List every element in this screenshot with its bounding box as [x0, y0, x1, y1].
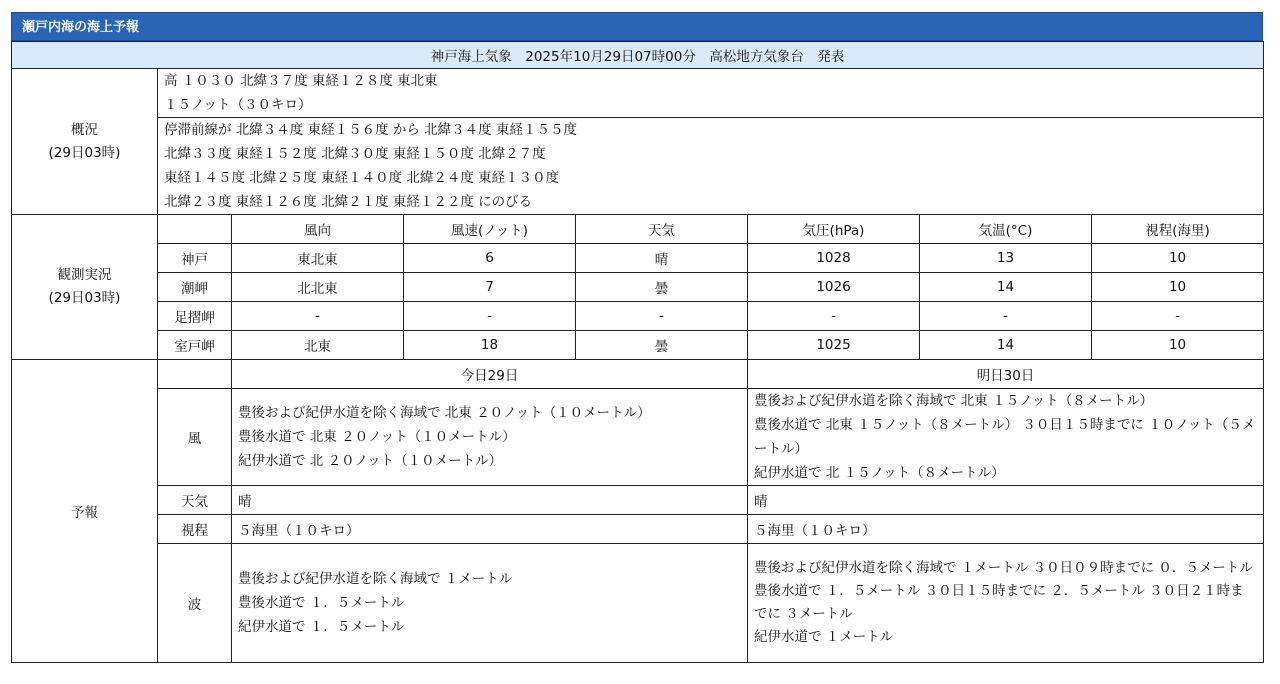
cell-visibility: 10	[1092, 244, 1264, 273]
cell-visibility: 10	[1092, 331, 1264, 360]
cell-pressure: 1026	[748, 273, 920, 302]
forecast-table	[11, 41, 1264, 663]
forecast-line: 豊後水道で １．５メートル ３０日１５時までに ２．５メートル ３０日２１時までに ３メートル	[754, 583, 1244, 622]
overview-front	[158, 118, 1264, 215]
cell-wind-speed: -	[404, 302, 576, 331]
forecast-weather-label: 天気	[158, 486, 232, 515]
forecast-line: 豊後および紀伊水道を除く海域で １メートル	[238, 571, 513, 587]
cell-weather: 晴	[576, 244, 748, 273]
marine-forecast-panel	[11, 12, 1263, 663]
cell-wind-speed: 6	[404, 244, 576, 273]
forecast-line: 紀伊水道で １メートル	[754, 629, 894, 645]
cell-wind-direction: 北北東	[232, 273, 404, 302]
overview-label	[12, 69, 158, 215]
header-wind-speed: 風速(ノット)	[404, 215, 576, 244]
table-row	[12, 244, 1264, 273]
forecast-line: 紀伊水道で 北 ２０ノット（１０メートル）	[238, 453, 503, 469]
observation-header-blank	[158, 215, 232, 244]
forecast-wind-day1	[232, 389, 748, 486]
forecast-day1-header: 今日29日	[232, 360, 748, 389]
cell-visibility: 10	[1092, 273, 1264, 302]
issued-info: 神戸海上気象 2025年10月29日07時00分 高松地方気象台 発表	[12, 42, 1264, 69]
cell-pressure: 1025	[748, 331, 920, 360]
forecast-weather-day1: 晴	[232, 486, 748, 515]
cell-weather: 曇	[576, 331, 748, 360]
header-weather: 天気	[576, 215, 748, 244]
forecast-visibility-label: 視程	[158, 515, 232, 544]
header-pressure: 気圧(hPa)	[748, 215, 920, 244]
forecast-line: 豊後水道で 北東 ２０ノット（１０メートル）	[238, 429, 516, 445]
header-visibility: 視程(海里)	[1092, 215, 1264, 244]
table-row	[12, 302, 1264, 331]
cell-visibility: -	[1092, 302, 1264, 331]
overview-line: 東経１４５度 北緯２５度 東経１４０度 北緯２４度 東経１３０度	[164, 170, 560, 186]
cell-temperature: 14	[920, 331, 1092, 360]
forecast-line: 紀伊水道で 北 １５ノット（８メートル）	[754, 465, 1005, 481]
cell-pressure: 1028	[748, 244, 920, 273]
forecast-line: 豊後水道で １．５メートル	[238, 595, 405, 611]
overview-high-pressure	[158, 69, 1264, 118]
forecast-line: 豊後水道で 北東 １５ノット（８メートル） ３０日１５時までに １０ノット（５メートル）	[754, 417, 1256, 457]
station-name: 足摺岬	[158, 302, 232, 331]
station-name: 室戸岬	[158, 331, 232, 360]
cell-temperature: 13	[920, 244, 1092, 273]
observation-label	[12, 215, 158, 360]
observation-label-title: 観測実況	[57, 267, 112, 283]
overview-line: １５ノット（３０キロ）	[164, 97, 312, 113]
forecast-wave-label: 波	[158, 544, 232, 663]
table-row	[12, 331, 1264, 360]
table-row	[12, 273, 1264, 302]
forecast-wave-day1	[232, 544, 748, 663]
forecast-wave-day2	[748, 544, 1264, 663]
forecast-line: 豊後および紀伊水道を除く海域で 北東 １５ノット（８メートル）	[754, 393, 1154, 409]
cell-wind-direction: -	[232, 302, 404, 331]
forecast-day2-header: 明日30日	[748, 360, 1264, 389]
cell-wind-direction: 東北東	[232, 244, 404, 273]
forecast-visibility-day1: ５海里（１０キロ）	[232, 515, 748, 544]
page-title: 瀬戸内海の海上予報	[11, 12, 1263, 41]
forecast-weather-day2: 晴	[748, 486, 1264, 515]
station-name: 神戸	[158, 244, 232, 273]
header-wind-direction: 風向	[232, 215, 404, 244]
forecast-line: 豊後および紀伊水道を除く海域で １メートル ３０日０９時までに ０．５メートル	[754, 560, 1253, 576]
observation-label-time: (29日03時)	[48, 290, 121, 306]
cell-wind-speed: 18	[404, 331, 576, 360]
station-name: 潮岬	[158, 273, 232, 302]
cell-pressure: -	[748, 302, 920, 331]
forecast-visibility-day2: ５海里（１０キロ）	[748, 515, 1264, 544]
forecast-header-blank	[158, 360, 232, 389]
forecast-wind-day2	[748, 389, 1264, 486]
overview-line: 高 １０３０ 北緯３７度 東経１２８度 東北東	[164, 73, 438, 89]
cell-wind-direction: 北東	[232, 331, 404, 360]
overview-label-title: 概況	[71, 121, 98, 138]
overview-line: 北緯３３度 東経１５２度 北緯３０度 東経１５０度 北緯２７度	[164, 146, 546, 162]
overview-line: 停滞前線が 北緯３４度 東経１５６度 から 北緯３４度 東経１５５度	[164, 122, 577, 138]
forecast-line: 紀伊水道で １．５メートル	[238, 619, 405, 635]
forecast-wind-label: 風	[158, 389, 232, 486]
cell-temperature: -	[920, 302, 1092, 331]
forecast-label: 予報	[12, 360, 158, 663]
cell-weather: 曇	[576, 273, 748, 302]
cell-wind-speed: 7	[404, 273, 576, 302]
overview-line: 北緯２３度 東経１２６度 北緯２１度 東経１２２度 にのびる	[164, 194, 533, 210]
forecast-line: 豊後および紀伊水道を除く海域で 北東 ２０ノット（１０メートル）	[238, 405, 651, 421]
cell-temperature: 14	[920, 273, 1092, 302]
header-temperature: 気温(°C)	[920, 215, 1092, 244]
overview-label-time: (29日03時)	[48, 144, 121, 161]
cell-weather: -	[576, 302, 748, 331]
